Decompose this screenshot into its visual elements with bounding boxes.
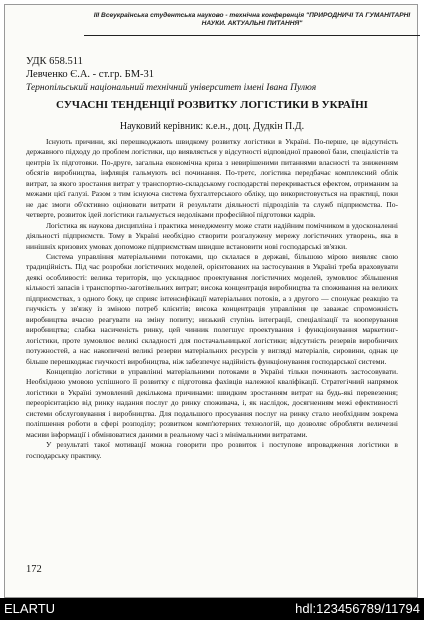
handle-id[interactable]: hdl:123456789/11794 [295, 601, 420, 616]
paragraph: Логістика як наукова дисципліна і практика менеджменту може стати надійним помічником в удосконаленні діяльності підприємств. Тому в Україні необхідно створити розгалужену мережу логістичних утворень, яка в нинішніх кризових умовах допоможе підприємствам швидше встановити нові господарські зв'язки. [26, 220, 398, 251]
supervisor: Науковий керівник: к.е.н., доц. Дудкін П.Д. [119, 121, 305, 132]
affiliation: Тернопільський національний технічний університет імені Івана Пулюя [26, 83, 317, 93]
body-text [26, 137, 398, 461]
paper-title: СУЧАСНІ ТЕНДЕНЦІЇ РОЗВИТКУ ЛОГІСТИКИ В УКРАЇНІ [56, 99, 368, 111]
paragraph: Система управління матеріальними потоками, що склалася в державі, більшою мірою виявляє свою традиційність. Під час розробки логістичних моделей, орієнтованих на застосування в Україні треба враховувати деякі особливості: велика територія, що ускладнює проектування логістичних моделей, зумовлює збільшення кількості запасів і транспортно-заготівельних витрат; висока концентрація виробництва та споживання на великих підприємствах, з одного боку, це сприяє інтенсифікації матеріальних потоків, а з другого — спонукає реакцію та гнучкість у зв'язку із зміною потреб клієнтів; висока концентрація управління це заважає спроможність виробництва вчасно реагувати на зміну попиту; низький ступінь інтеграції, спеціалізації та кооперування виробництва; слабка насиченість ринку, цей чинник полегшує проектування і функціонування маркетинг-логістики, проте зумовлює великі складності для постачальницької логістики; відсутність резервів виробничих потужностей, а нас накопичені великі резерви матеріальних ресурсів у вигляді матеріалів, сировини, однак це більше перешкоджає гнучкості виробництва, ніж забезпечує надійність функціонування господарської системи. [26, 251, 398, 366]
paragraph: Концепцію логістики в управлінні матеріальними потоками в Україні тільки починають застосовувати. Необхідною умовою успішного її розвитку є підготовка фахівців належної кваліфікації. Стратегічний напрямок логістики в Україні зумовлений декількома причинами: швидким зростанням витрат на будь-які перевезення; переорієнтацією від ринку надання послуг до ринку споживача, і, як наслідок, досягненням межі ефективності системи обслуговування і виробництва. Для подальшого просування послуг на ринку стало необхідним зокрема поліпшення роботи в сфері розподілу; розвитком комп'ютерних технологій, що дозволяє обробляти величезні масиви інформації і обмінюватися даними в реальному часі з мінімальними витратами. [26, 366, 398, 439]
repository-footer [0, 598, 424, 620]
paragraph: У результаті такої мотивації можна говорити про розвиток і поступове впровадження логістики в господарську практику. [26, 440, 398, 460]
authors: Левченко Є.А. - ст.гр. БМ-31 [26, 69, 155, 80]
udk-code: УДК 658.511 [26, 56, 83, 67]
repository-name[interactable]: ELARTU [4, 601, 56, 616]
page-number: 172 [26, 564, 42, 575]
paragraph: Існують причини, які перешкоджають швидкому розвитку логістики в Україні. По-перше, це відсутність державного підходу до проблем логістики, що виявляється у відсутності відповідної правової бази, спеціалістів та центрів їх підготовки. По-друге, загальна економічна криза з невирішеними питаннями власності та зниженням обсягів виробництва, інфляція гальмують всі починання. По-третє, логістика передбачає комплексний облік витрат, за якого зростання витрат у транспортно-складському господарстві перекривається ефектом, отриманим за межами цієї галузі. Разом з тим існуюча система бухгалтерського обліку, що використовується на практиці, поки не дає змоги об'єктивно оцінювати витрати й результати діяльності підрозділів та служб підприємства. По-четверте, розвиток ідей логістики гальмується недоліками професійної підготовки кадрів. [26, 137, 398, 220]
conference-header: III Всеукраїнська студентська науково - технічна конференція "ПРИРОДНИЧІ ТА ГУМАНІТАРНІ НАУКИ. АКТУАЛЬНІ ПИТАННЯ" [84, 7, 420, 36]
